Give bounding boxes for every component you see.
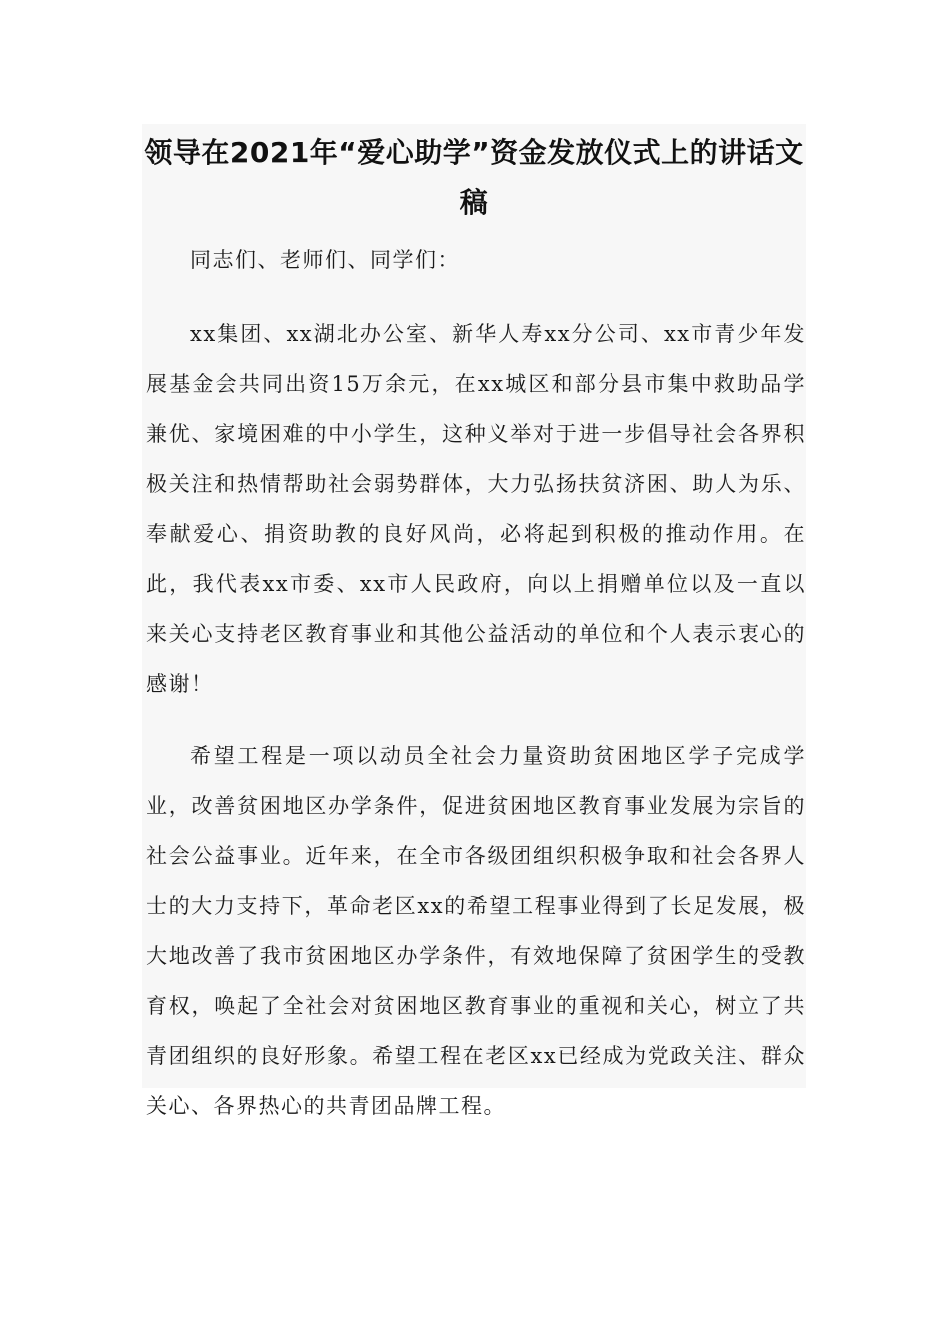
paragraph-2: 希望工程是一项以动员全社会力量资助贫困地区学子完成学业，改善贫困地区办学条件，促进贫困地区教育事业发展为宗旨的社会公益事业。近年来，在全市各级团组织积极争取和社会各界人士的大力支持下，革命老区xx的希望工程事业得到了长足发展，极大地改善了我市贫困地区办学条件，有效地保障了贫困学生的受教育权，唤起了全社会对贫困地区教育事业的重视和关心，树立了共青团组织的良好形象。希望工程在老区xx已经成为党政关注、群众关心、各界热心的共青团品牌工程。	[146, 744, 806, 1118]
document-title: 领导在2021年“爱心助学”资金发放仪式上的讲话文稿	[144, 136, 804, 219]
salutation: 同志们、老师们、同学们：	[190, 248, 460, 272]
document-body	[146, 235, 806, 1153]
paragraph-1: xx集团、xx湖北办公室、新华人寿xx分公司、xx市青少年发展基金会共同出资15万余元，在xx城区和部分县市集中救助品学兼优、家境困难的中小学生，这种义举对于进一步倡导社会各界积极关注和热情帮助社会弱势群体，大力弘扬扶贫济困、助人为乐、奉献爱心、捐资助教的良好风尚，必将起到积极的推动作用。在此，我代表xx市委、xx市人民政府，向以上捐赠单位以及一直以来关心支持老区教育事业和其他公益活动的单位和个人表示衷心的感谢！	[146, 322, 806, 696]
